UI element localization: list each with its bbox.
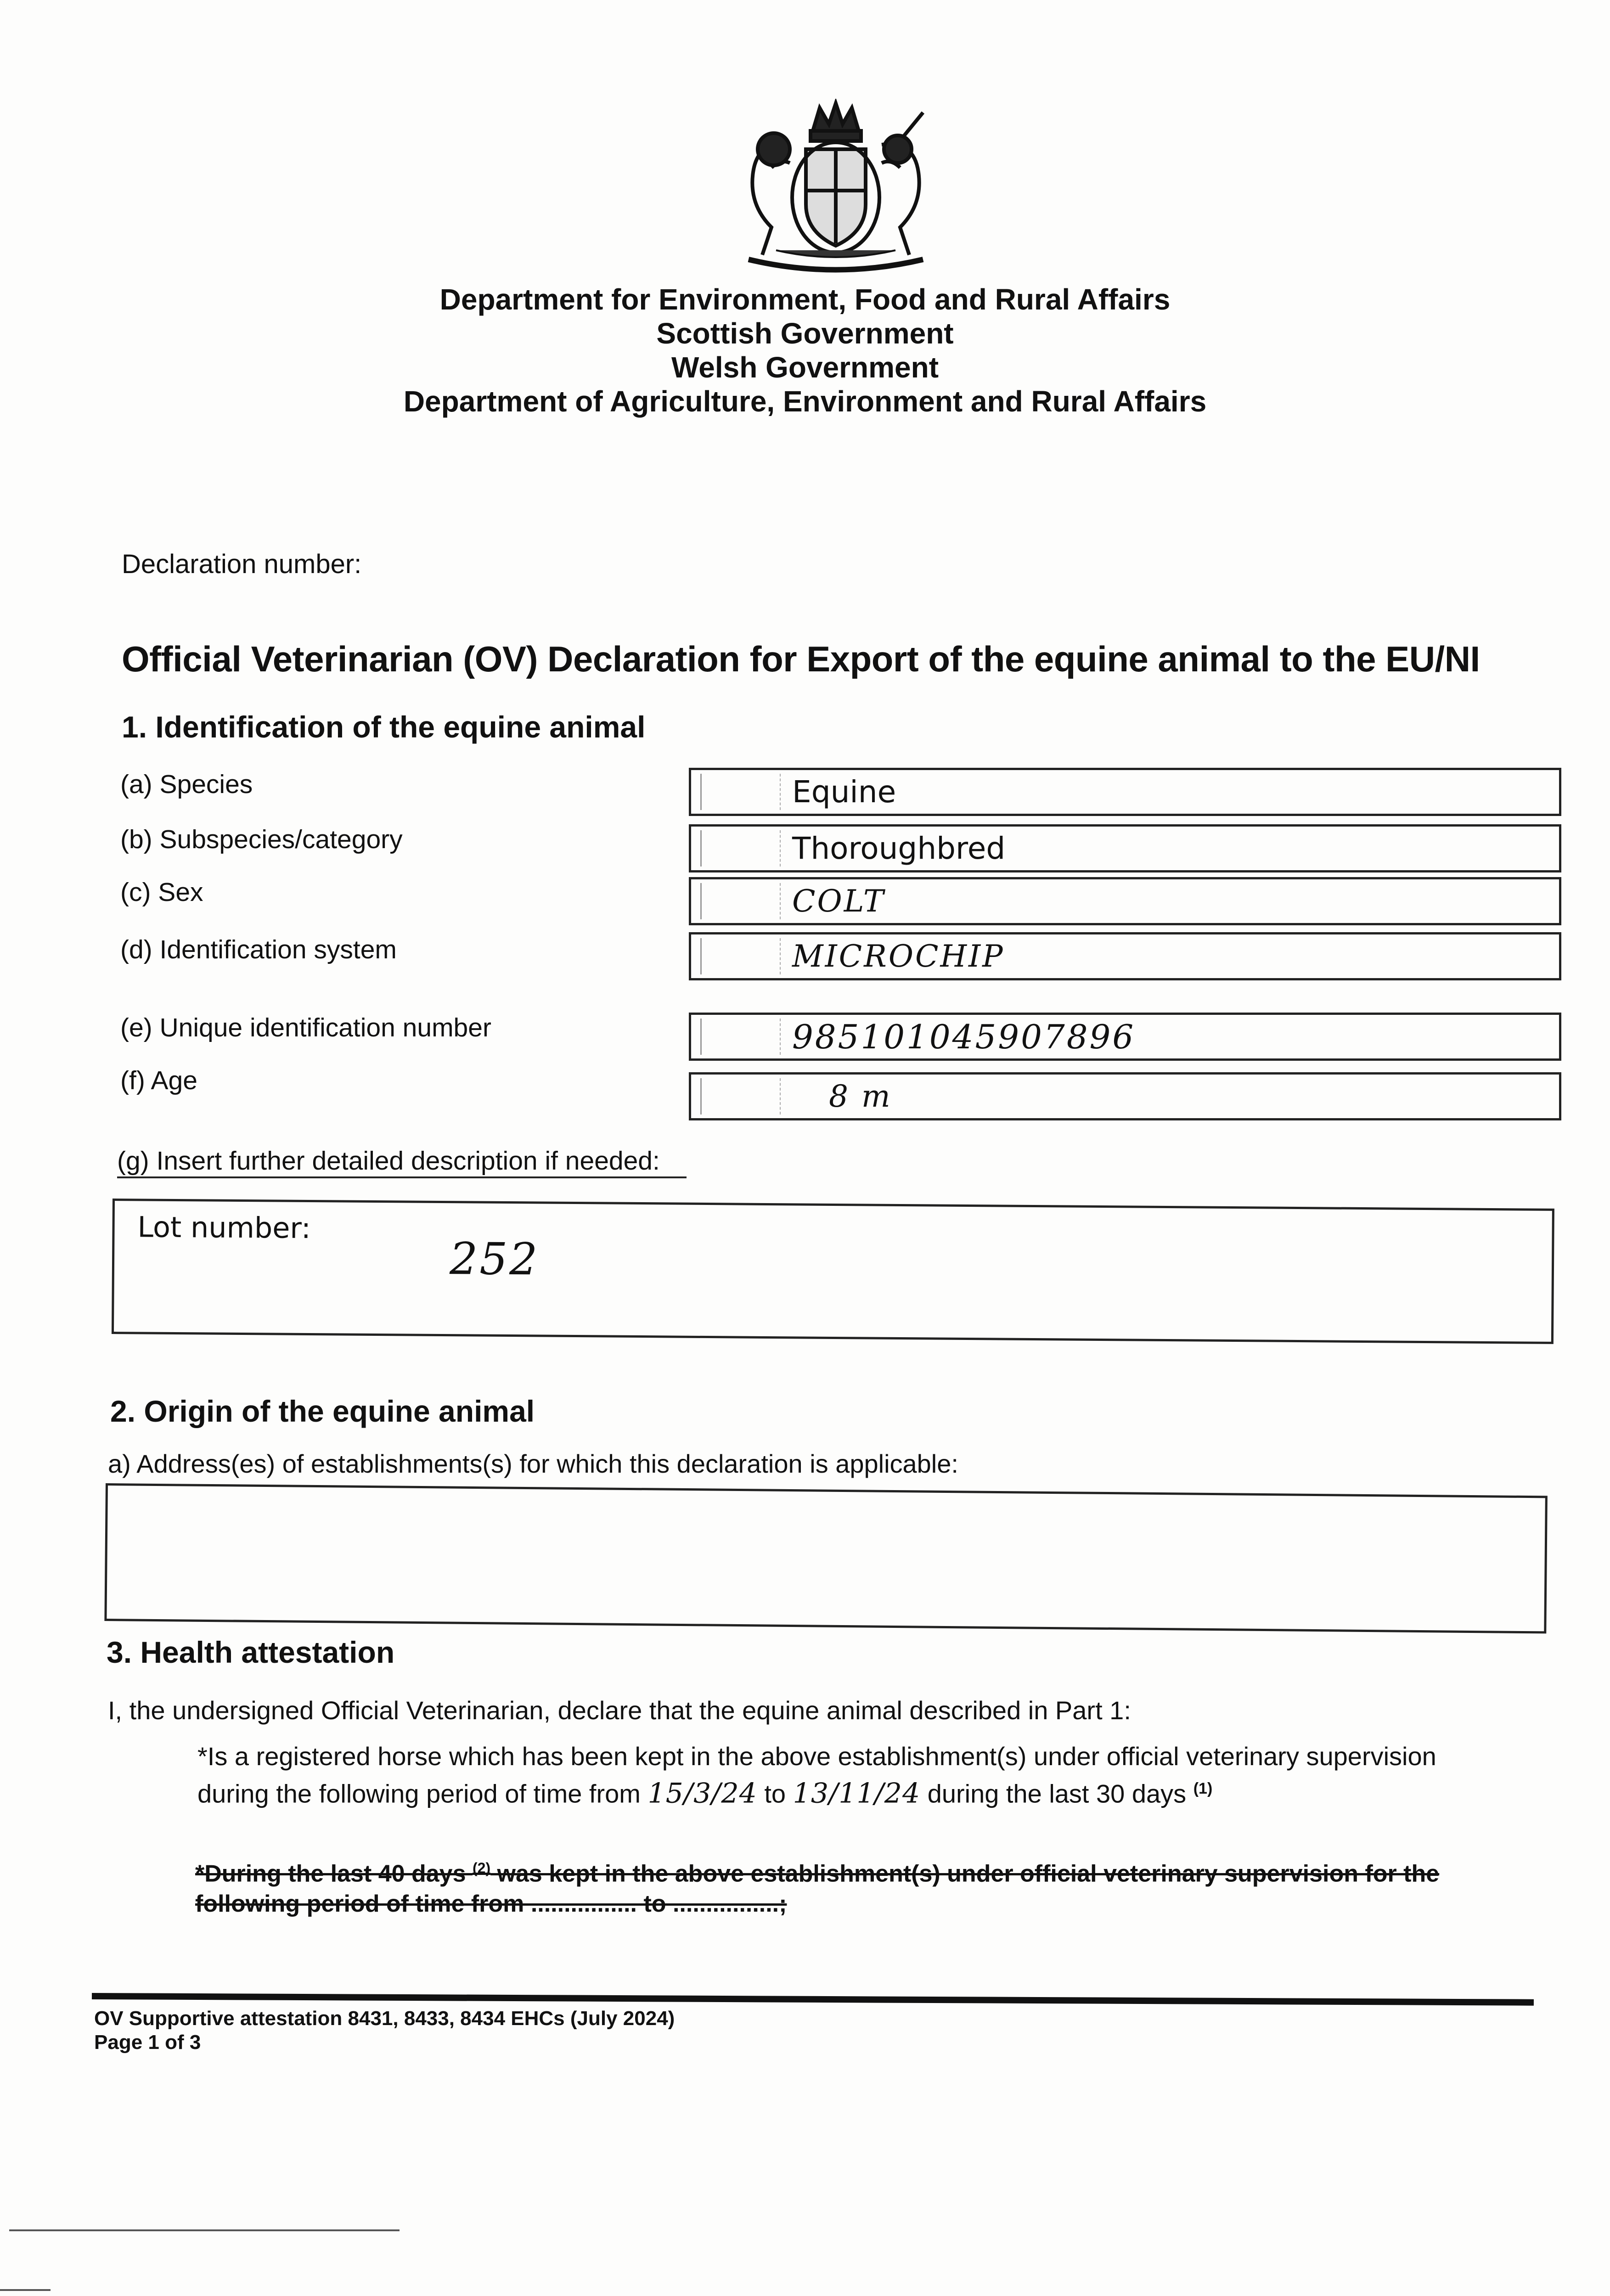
date-from-value: 15/3/24 xyxy=(647,1777,757,1810)
further-description-label: (g) Insert further detailed description if needed: xyxy=(117,1146,660,1176)
further-description-underline xyxy=(117,1176,687,1178)
subspecies-field[interactable] xyxy=(689,824,1561,872)
address-box[interactable] xyxy=(104,1483,1547,1633)
section-3-heading: 3. Health attestation xyxy=(107,1635,395,1669)
id-system-value: MICROCHIP xyxy=(792,939,1005,974)
id-system-label: (d) Identification system xyxy=(120,935,397,964)
department-line-1: Department for Environment, Food and Rural Affairs xyxy=(439,283,1171,316)
scan-artefact-line xyxy=(9,2229,400,2231)
to-word: to xyxy=(764,1779,786,1808)
date-to-value: 13/11/24 xyxy=(793,1777,921,1810)
footer-attestation-ref: OV Supportive attestation 8431, 8433, 8434 EHCs (July 2024) xyxy=(94,2007,675,2030)
section-1-heading: 1. Identification of the equine animal xyxy=(122,710,646,744)
lot-number-value: 252 xyxy=(449,1233,540,1285)
species-label: (a) Species xyxy=(120,770,253,799)
clause-2-text: *During the last 40 days xyxy=(195,1860,466,1887)
page-number: Page 1 of 3 xyxy=(94,2031,201,2054)
clause-1-text: *Is a registered horse which has been kept in the above establishment(s) under official veterinary supervision during the following period of time from xyxy=(197,1742,1436,1808)
footer xyxy=(94,2007,675,2054)
id-system-field[interactable] xyxy=(689,932,1561,980)
declaration-number-label: Declaration number: xyxy=(122,549,362,579)
attestation-clause-2 xyxy=(195,1853,1527,1919)
department-line-3: Welsh Government xyxy=(671,351,939,384)
subspecies-label: (b) Subspecies/category xyxy=(120,825,403,854)
age-field[interactable] xyxy=(689,1072,1561,1120)
scan-artefact-line xyxy=(0,2289,51,2291)
attestation-clause-1 xyxy=(197,1740,1465,1810)
department-line-4: Department of Agriculture, Environment and Rural Affairs xyxy=(403,385,1207,418)
lot-number-label: Lot number: xyxy=(137,1210,311,1245)
sex-label: (c) Sex xyxy=(120,878,203,907)
subspecies-value: Thoroughbred xyxy=(792,831,1006,866)
age-label: (f) Age xyxy=(120,1066,197,1095)
age-value: 8 m xyxy=(829,1079,892,1114)
sex-field[interactable] xyxy=(689,877,1561,925)
address-label: a) Address(es) of establishments(s) for which this declaration is applicable: xyxy=(108,1449,958,1478)
footer-rule xyxy=(92,1993,1534,2006)
species-field[interactable] xyxy=(689,768,1561,816)
unique-id-value: 985101045907896 xyxy=(792,1017,1136,1056)
species-value: Equine xyxy=(792,774,896,810)
clause-1-end: during the last 30 days xyxy=(927,1779,1187,1808)
department-names xyxy=(0,282,1610,418)
sex-value: COLT xyxy=(792,884,886,919)
department-line-2: Scottish Government xyxy=(656,317,954,350)
attestation-intro: I, the undersigned Official Veterinarian, declare that the equine animal described in Part 1: xyxy=(108,1696,1131,1725)
royal-coat-of-arms-icon xyxy=(721,99,951,278)
page-title: Official Veterinarian (OV) Declaration for Export of the equine animal to the EU/NI xyxy=(122,639,1480,679)
footnote-1: (1) xyxy=(1193,1780,1213,1797)
footnote-2: (2) xyxy=(472,1860,491,1876)
section-2-heading: 2. Origin of the equine animal xyxy=(110,1394,535,1428)
further-description-box[interactable] xyxy=(112,1199,1554,1344)
unique-id-label: (e) Unique identification number xyxy=(120,1013,491,1042)
clause-2-rest: was kept in the above establishment(s) under official veterinary supervision for the following period of time from ................ to ................; xyxy=(195,1860,1440,1918)
unique-id-field[interactable] xyxy=(689,1013,1561,1061)
